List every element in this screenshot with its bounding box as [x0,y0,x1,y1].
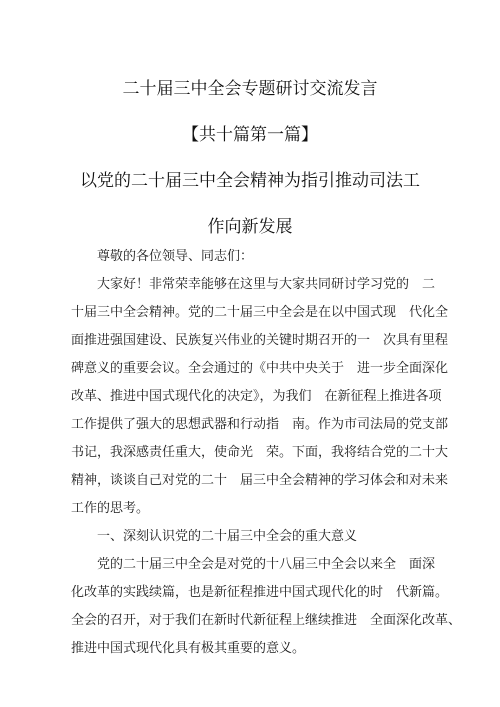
body-line: 化改革的实践续篇，也是新征程推进中国式现代化的时 代新篇。 [71,585,449,600]
body-line: 党的二十届三中全会是对党的十八届三中全会以来全 面深 [97,557,436,572]
body-line: 精神，谈谈自己对党的二十 届三中全会精神的学习体会和对未来 [71,473,449,488]
body-line: 大家好！非常荣幸能够在这里与大家共同研讨学习党的 二 [97,277,436,292]
salutation-line: 尊敬的各位领导、同志们： [97,249,254,264]
section-heading: 一、深刻认识党的二十届三中全会的重大意义 [97,529,358,544]
document-title: 二十届三中全会专题研讨交流发言 [122,79,378,99]
subtitle-line-1: 以党的二十届三中全会精神为指引推动司法工 [80,171,420,191]
body-line: 推进中国式现代化具有极其重要的意义。 [71,641,306,656]
series-label: 【共十篇第一篇】 [182,125,318,145]
body-line: 十届三中全会精神。党的二十届三中全会是在以中国式现 代化全 [71,305,449,320]
subtitle-line-2: 作向新发展 [207,217,293,237]
body-line: 碑意义的重要会议。全会通过的《中共中央关于 进一步全面深化 [71,361,449,376]
body-line: 改革、推进中国式现代化的决定》，为我们 在新征程上推进各项 [71,389,442,404]
body-line: 面推进强国建设、民族复兴伟业的关键时期召开的一 次具有里程 [71,333,449,348]
body-line: 工作的思考。 [71,501,150,516]
body-line: 工作提供了强大的思想武器和行动指 南。作为市司法局的党支部 [71,417,449,432]
body-line: 全会的召开，对于我们在新时代新征程上继续推进 全面深化改革、 [71,613,462,628]
body-line: 书记，我深感责任重大，使命光 荣。下面，我将结合党的二十大 [71,445,449,460]
